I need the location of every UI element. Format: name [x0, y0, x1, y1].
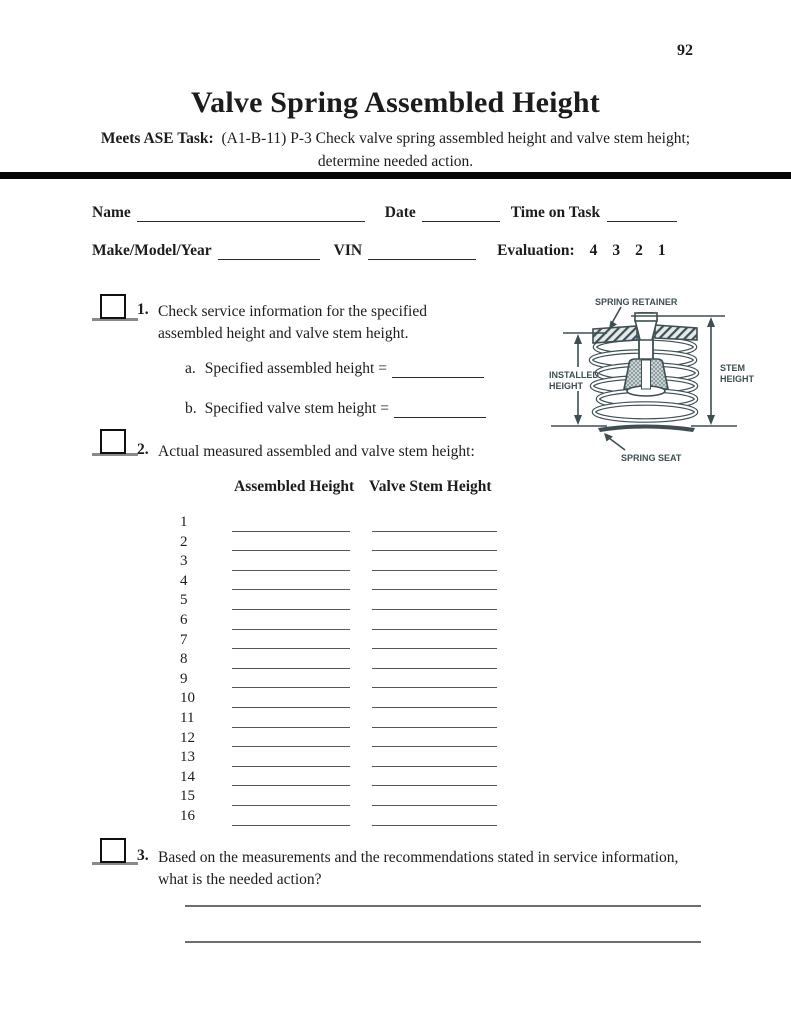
assembled-height-field[interactable] [232, 727, 350, 728]
table-row [180, 808, 520, 828]
step1-checkbox-group[interactable] [92, 294, 138, 321]
spring-retainer-label: SPRING RETAINER [595, 297, 678, 307]
assembled-height-field[interactable] [232, 648, 350, 649]
row-number: 3 [180, 553, 188, 570]
step2-number: 2. [137, 441, 149, 458]
assembled-height-field[interactable] [232, 687, 350, 688]
assembled-height-field[interactable] [232, 707, 350, 708]
table-row [180, 769, 520, 789]
evaluation-2[interactable]: 2 [635, 242, 643, 259]
row-number: 12 [180, 729, 195, 746]
row-number: 15 [180, 788, 195, 805]
step1a-letter: a. [185, 360, 196, 377]
assembled-height-field[interactable] [232, 550, 350, 551]
ase-task-line2: determine needed action. [317, 153, 474, 170]
step1a-row [185, 360, 484, 378]
row-number: 2 [180, 533, 188, 550]
valve-stem-height-field[interactable] [372, 589, 497, 590]
evaluation-3[interactable]: 3 [612, 242, 621, 259]
make-model-year-label: Make/Model/Year [92, 242, 212, 259]
table-row [180, 710, 520, 730]
step3-number: 3. [137, 847, 149, 864]
valve-stem-height-field[interactable] [372, 531, 497, 532]
row-number: 13 [180, 749, 195, 766]
specified-assembled-height-field[interactable] [392, 363, 484, 378]
stem-height-label-line1: STEM [720, 363, 746, 373]
step1b-text: Specified valve stem height = [204, 400, 389, 417]
valve-stem-height-field[interactable] [372, 629, 497, 630]
valve-stem-seal [624, 359, 668, 396]
evaluation-label: Evaluation: [497, 242, 575, 259]
evaluation-1[interactable]: 1 [657, 242, 666, 259]
step3-text [158, 847, 703, 890]
valve-stem-height-field[interactable] [372, 805, 497, 806]
row-number: 16 [180, 807, 195, 824]
name-label: Name [92, 204, 131, 221]
valve-stem-height-field[interactable] [372, 766, 497, 767]
time-on-task-label: Time on Task [510, 204, 601, 221]
table-row [180, 730, 520, 750]
assembled-height-field[interactable] [232, 805, 350, 806]
step1a-text: Specified assembled height = [204, 360, 387, 377]
vin-label: VIN [333, 242, 363, 259]
valve-stem-height-field[interactable] [372, 707, 497, 708]
row-number: 4 [180, 572, 188, 589]
identity-row [92, 204, 677, 222]
valve-stem-height-field[interactable] [372, 668, 497, 669]
assembled-height-field[interactable] [232, 531, 350, 532]
valve-spring-diagram [545, 290, 760, 468]
step2-checkbox-group[interactable] [92, 429, 138, 456]
step2-text: Actual measured assembled and valve stem height: [158, 443, 475, 460]
step1-line2: assembled height and valve stem height. [158, 324, 409, 342]
table-row [180, 573, 520, 593]
table-row [180, 788, 520, 808]
row-number: 11 [180, 709, 195, 726]
row-number: 8 [180, 651, 188, 668]
assembled-height-header: Assembled Height [234, 478, 355, 495]
needed-action-line-1[interactable] [185, 905, 701, 907]
stem-height-label-line2: HEIGHT [720, 374, 755, 384]
valve-stem-height-field[interactable] [372, 746, 497, 747]
table-row [180, 671, 520, 691]
table-row [180, 534, 520, 554]
row-number: 14 [180, 768, 195, 785]
specified-valve-stem-height-field[interactable] [394, 403, 486, 418]
table-row [180, 514, 520, 534]
step2-checkbox[interactable] [100, 429, 126, 454]
row-number: 7 [180, 631, 188, 648]
assembled-height-field[interactable] [232, 570, 350, 571]
date-label: Date [384, 204, 416, 221]
header-divider-rule [0, 172, 791, 179]
measurements-table [180, 514, 520, 828]
step3-line2: what is the needed action? [158, 870, 322, 888]
assembled-height-field[interactable] [232, 825, 350, 826]
table-row [180, 612, 520, 632]
step1-checkbox[interactable] [100, 294, 126, 319]
ase-task-subtitle [0, 127, 791, 173]
step3-line1: Based on the measurements and the recommendations stated in service information, [158, 849, 679, 866]
name-field[interactable] [137, 207, 365, 222]
installed-height-label-line1: INSTALLED [549, 370, 599, 380]
page-title: Valve Spring Assembled Height [191, 86, 600, 119]
time-on-task-field[interactable] [607, 207, 677, 222]
page-number: 92 [677, 42, 693, 59]
table-row [180, 749, 520, 769]
row-number: 6 [180, 611, 188, 628]
assembled-height-field[interactable] [232, 589, 350, 590]
valve-stem-height-header: Valve Stem Height [369, 478, 492, 495]
vehicle-row [92, 242, 666, 260]
row-number: 9 [180, 670, 188, 687]
assembled-height-field[interactable] [232, 668, 350, 669]
installed-height-label-line2: HEIGHT [549, 381, 584, 391]
valve-stem-height-field[interactable] [372, 825, 497, 826]
step1b-letter: b. [185, 400, 197, 417]
step3-checkbox-group[interactable] [92, 838, 138, 865]
table-row [180, 651, 520, 671]
valve-stem-height-field[interactable] [372, 609, 497, 610]
valve-stem-height-field[interactable] [372, 687, 497, 688]
row-number: 5 [180, 592, 188, 609]
table-row [180, 592, 520, 612]
assembled-height-field[interactable] [232, 629, 350, 630]
row-number: 1 [180, 514, 188, 530]
assembled-height-field[interactable] [232, 785, 350, 786]
table-row [180, 553, 520, 573]
make-model-year-field[interactable] [218, 245, 320, 260]
step1-line1: Check service information for the specified [158, 303, 427, 320]
row-number: 10 [180, 690, 195, 707]
valve-stem-height-field[interactable] [372, 648, 497, 649]
valve-stem-height-field[interactable] [372, 570, 497, 571]
spring-seat [598, 425, 695, 433]
table-row [180, 690, 520, 710]
step1-number: 1. [137, 301, 149, 318]
step3-checkbox[interactable] [100, 838, 126, 863]
spring-retainer [593, 313, 697, 343]
step1-text [158, 301, 498, 344]
assembled-height-field[interactable] [232, 746, 350, 747]
spring-seat-label: SPRING SEAT [621, 453, 682, 463]
valve-stem-height-field[interactable] [372, 727, 497, 728]
valve-stem-height-field[interactable] [372, 550, 497, 551]
assembled-height-field[interactable] [232, 766, 350, 767]
assembled-height-field[interactable] [232, 609, 350, 610]
needed-action-line-2[interactable] [185, 941, 701, 943]
date-field[interactable] [422, 207, 500, 222]
ase-task-line1 [0, 127, 791, 150]
evaluation-4[interactable]: 4 [589, 242, 598, 259]
ase-task-label: Meets ASE Task: [100, 130, 214, 147]
ase-task-text: (A1-B-11) P-3 Check valve spring assembled height and valve stem height; [221, 130, 691, 147]
vin-field[interactable] [368, 245, 476, 260]
valve-stem-height-field[interactable] [372, 785, 497, 786]
step1b-row [185, 400, 486, 418]
table-row [180, 632, 520, 652]
